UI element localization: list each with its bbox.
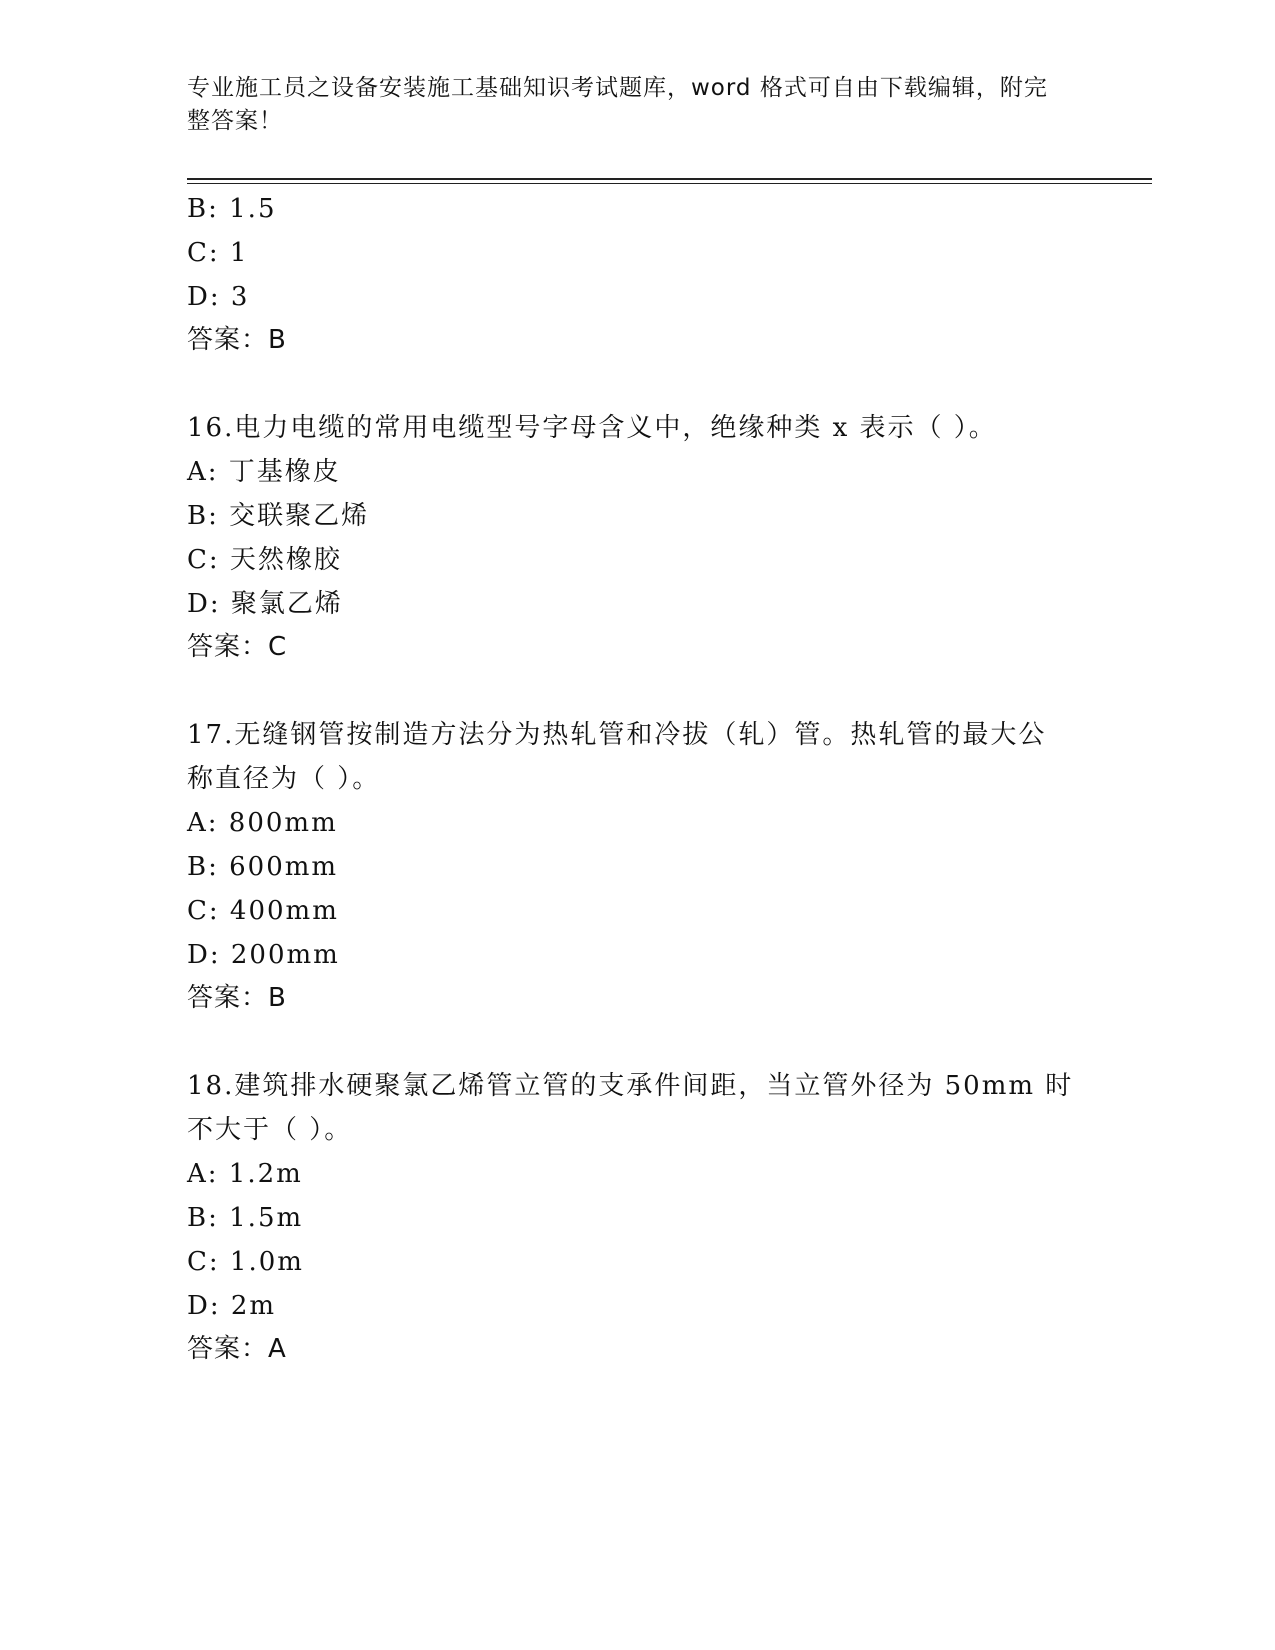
q17-option-c: C: 400mm — [187, 896, 339, 926]
q17-stem-line-2: 称直径为（ ）。 — [187, 764, 381, 794]
header-divider-thick — [187, 178, 1152, 180]
q18-answer: 答案：A — [187, 1334, 287, 1364]
q18-stem-line-2: 不大于（ ）。 — [187, 1115, 353, 1145]
header-line-2: 整答案！ — [187, 108, 283, 134]
q16-stem: 16.电力电缆的常用电缆型号字母含义中，绝缘种类 x 表示（ ）。 — [187, 413, 997, 443]
header-line-1: 专业施工员之设备安装施工基础知识考试题库，word 格式可自由下载编辑，附完 — [187, 75, 1048, 101]
q17-answer: 答案：B — [187, 983, 287, 1013]
document-header — [187, 72, 1067, 138]
q18-option-a: A: 1.2m — [187, 1159, 303, 1189]
q16-option-b: B: 交联聚乙烯 — [187, 501, 370, 531]
q16-option-c: C: 天然橡胶 — [187, 545, 342, 575]
q17-option-a: A: 800mm — [187, 808, 338, 838]
q17-option-b: B: 600mm — [187, 852, 339, 882]
q15-option-d: D: 3 — [187, 282, 250, 312]
q18-option-d: D: 2m — [187, 1291, 277, 1321]
q18-stem-line-1: 18.建筑排水硬聚氯乙烯管立管的支承件间距，当立管外径为 50mm 时 — [187, 1071, 1074, 1101]
q18-option-c: C: 1.0m — [187, 1247, 304, 1277]
q16-answer: 答案：C — [187, 632, 288, 662]
q15-option-b: B: 1.5 — [187, 194, 277, 224]
q17-stem-line-1: 17.无缝钢管按制造方法分为热轧管和冷拔（轧）管。热轧管的最大公 — [187, 720, 1047, 750]
q17-option-d: D: 200mm — [187, 940, 340, 970]
q16-option-d: D: 聚氯乙烯 — [187, 589, 343, 619]
q15-answer: 答案：B — [187, 325, 287, 355]
header-divider-thin — [187, 183, 1152, 184]
q16-option-a: A: 丁基橡皮 — [187, 457, 341, 487]
q15-option-c: C: 1 — [187, 238, 249, 268]
q18-option-b: B: 1.5m — [187, 1203, 304, 1233]
